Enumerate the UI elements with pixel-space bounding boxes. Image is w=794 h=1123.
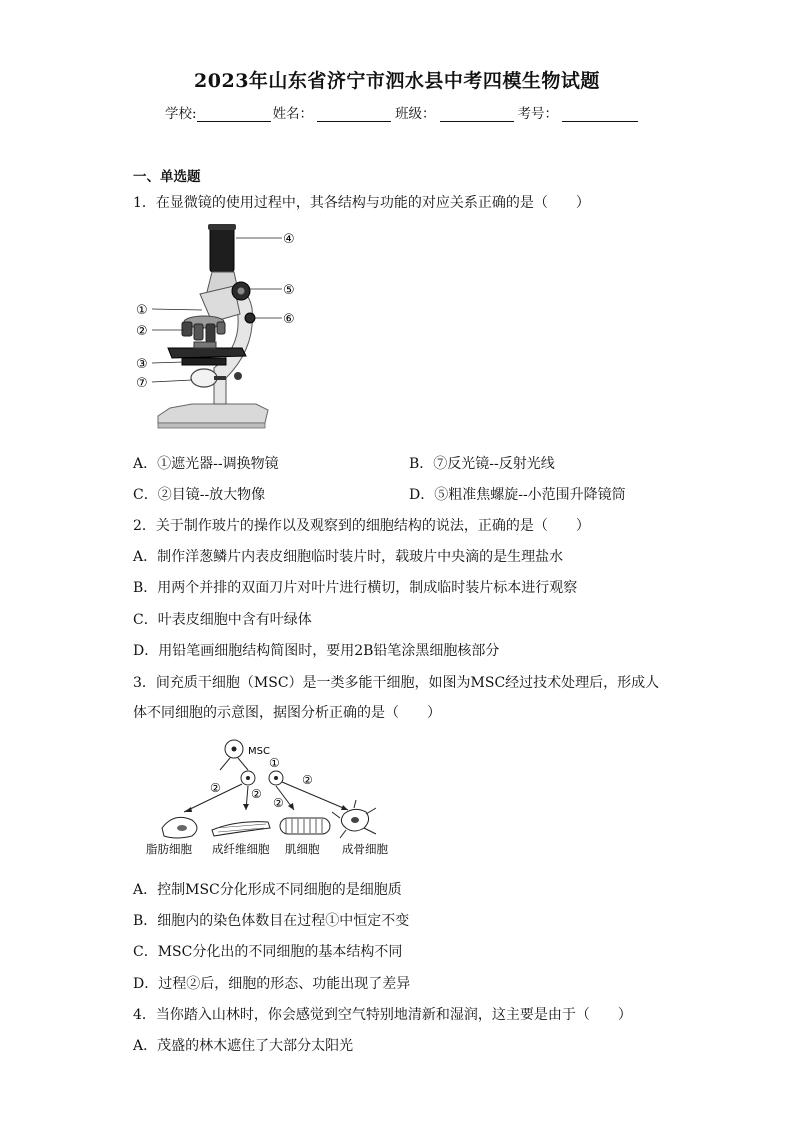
class-blank — [440, 107, 514, 122]
label-5: ⑤ — [283, 283, 295, 298]
name-blank — [317, 107, 391, 122]
cell-bone-label: 成骨细胞 — [342, 842, 388, 856]
q3-option-d: D．过程②后，细胞的形态、功能出现了差异 — [133, 976, 411, 992]
q3-stem-line1: 3．间充质干细胞（MSC）是一类多能干细胞，如图为MSC经过技术处理后，形成人 — [133, 675, 660, 691]
cell-muscle-label: 肌细胞 — [285, 842, 320, 856]
q1-option-b: B．⑦反光镜--反射光线 — [409, 456, 555, 472]
label-3: ③ — [136, 357, 148, 372]
q2-option-a: A．制作洋葱鳞片内表皮细胞临时装片时，载玻片中央滴的是生理盐水 — [133, 549, 564, 565]
label-1: ① — [136, 303, 148, 318]
msc-differentiation-figure — [140, 736, 400, 862]
step1-label: ① — [269, 756, 280, 770]
q3-option-c: C．MSC分化出的不同细胞的基本结构不同 — [133, 944, 403, 960]
section-heading: 一、单选题 — [133, 169, 201, 185]
label-7: ⑦ — [136, 376, 148, 391]
student-info-line — [165, 102, 640, 122]
step2-label-b: ② — [251, 787, 262, 801]
number-blank — [562, 107, 638, 122]
q3-stem-line2: 体不同细胞的示意图，据图分析正确的是（ ） — [133, 705, 441, 721]
page-title: 2023年山东省济宁市泗水县中考四模生物试题 — [194, 70, 600, 92]
microscope-figure — [130, 218, 310, 440]
q3-option-a: A．控制MSC分化形成不同细胞的是细胞质 — [133, 882, 402, 898]
school-blank — [197, 107, 271, 122]
q1-stem: 1．在显微镜的使用过程中，其各结构与功能的对应关系正确的是（ ） — [133, 195, 590, 211]
q1-option-d: D．⑤粗准焦螺旋--小范围升降镜筒 — [409, 487, 626, 503]
q2-option-b: B．用两个并排的双面刀片对叶片进行横切，制成临时装片标本进行观察 — [133, 580, 578, 596]
step2-label-d: ② — [302, 773, 313, 787]
name-label: 姓名： — [272, 106, 314, 122]
number-label: 考号： — [517, 106, 559, 122]
q4-stem: 4．当你踏入山林时，你会感觉到空气特别地清新和湿润，这主要是由于（ ） — [133, 1007, 632, 1023]
q1-option-a: A．①遮光器--调换物镜 — [133, 456, 279, 472]
q3-option-b: B．细胞内的染色体数目在过程①中恒定不变 — [133, 913, 410, 929]
step2-label-c: ② — [273, 796, 284, 810]
step2-label-a: ② — [210, 781, 221, 795]
q2-option-c: C．叶表皮细胞中含有叶绿体 — [133, 612, 312, 628]
label-4: ④ — [283, 232, 295, 247]
q2-option-d: D．用铅笔画细胞结构简图时，要用2B铅笔涂黑细胞核部分 — [133, 643, 500, 659]
msc-label: MSC — [248, 746, 270, 757]
q2-stem: 2．关于制作玻片的操作以及观察到的细胞结构的说法，正确的是（ ） — [133, 518, 590, 534]
q4-option-a: A．茂盛的林木遮住了大部分太阳光 — [133, 1038, 354, 1054]
class-label: 班级： — [395, 106, 436, 122]
label-6: ⑥ — [283, 312, 295, 327]
label-2: ② — [136, 324, 148, 339]
school-label: 学校: — [165, 106, 197, 122]
q1-option-c: C．②目镜--放大物像 — [133, 487, 266, 503]
cell-fibroblast-label: 成纤维细胞 — [212, 842, 270, 856]
cell-fat-label: 脂肪细胞 — [146, 842, 192, 856]
